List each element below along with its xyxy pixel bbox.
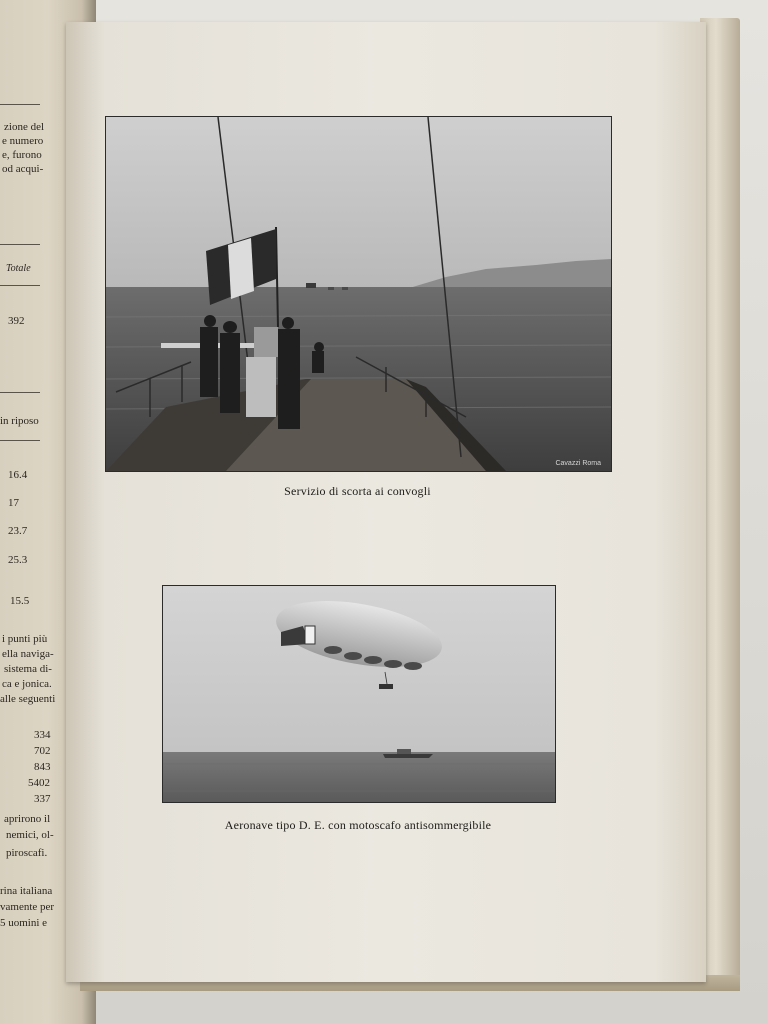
left-line: 23.7 — [8, 525, 28, 537]
left-line: 843 — [34, 761, 51, 773]
left-line: 392 — [8, 315, 25, 327]
left-line: 16.4 — [8, 469, 28, 481]
left-line: ella naviga- — [2, 648, 54, 660]
left-line: 17 — [8, 497, 19, 509]
left-rule-4 — [0, 392, 40, 393]
left-line: piroscafi. — [6, 847, 48, 859]
left-rule-5 — [0, 440, 40, 441]
left-line: sistema di- — [4, 663, 52, 675]
left-line: rina italiana — [0, 885, 53, 897]
left-line: zione del — [4, 121, 45, 133]
left-line: 337 — [34, 793, 51, 805]
photo-airship — [162, 585, 556, 803]
left-line: vamente per — [0, 901, 55, 913]
left-line: ca e jonica. — [2, 678, 52, 690]
left-rule-3 — [0, 285, 40, 286]
left-line: i punti più — [2, 633, 48, 645]
left-line: 5402 — [28, 777, 50, 789]
left-line: 15.5 — [10, 595, 30, 607]
left-line: nemici, ol- — [6, 829, 54, 841]
left-line: 702 — [34, 745, 51, 757]
left-line: Totale — [6, 263, 31, 274]
photo-convoy-escort — [105, 116, 612, 472]
photo-credit: Cavazzi Roma — [555, 460, 601, 467]
left-line: 25.3 — [8, 554, 28, 566]
left-line: 334 — [34, 729, 51, 741]
left-line: in riposo — [0, 415, 39, 427]
left-line: e numero — [2, 135, 44, 147]
caption-convoy-escort: Servizio di scorta ai convogli — [284, 484, 431, 498]
caption-airship: Aeronave tipo D. E. con motoscafo antisommergibile — [224, 818, 492, 832]
left-rule-2 — [0, 244, 40, 245]
left-line: e, furono — [2, 149, 42, 161]
convoy-escort-image — [106, 117, 611, 471]
left-line: aprirono il — [4, 813, 51, 825]
airship-image — [163, 586, 555, 802]
left-rule-1 — [0, 104, 40, 105]
left-line: od acqui- — [2, 163, 44, 175]
left-line: 5 uomini e — [0, 917, 48, 929]
page-edges — [700, 18, 740, 978]
left-line: alle seguenti — [0, 693, 56, 705]
